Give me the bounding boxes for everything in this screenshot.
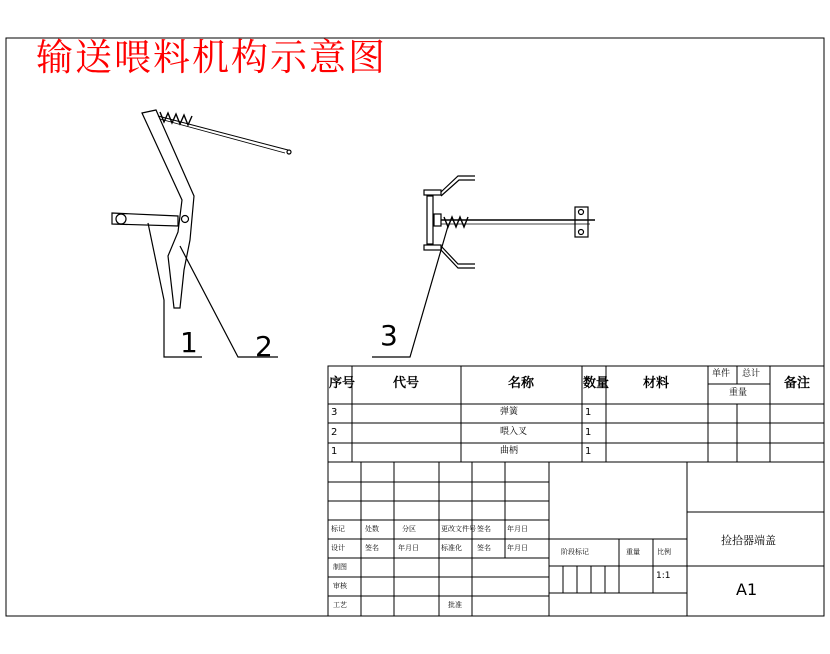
- sign-label-sign: 签名: [365, 544, 379, 552]
- bom-header-qty: 数量: [583, 376, 610, 391]
- bom-row-qty: 1: [585, 446, 592, 457]
- callout-2-label: 2: [255, 330, 273, 363]
- bom-row-qty: 1: [585, 427, 592, 438]
- sign-label-date-2: 年月日: [507, 544, 528, 552]
- bom-header-unit-single: 单件: [712, 369, 731, 379]
- stage-mark-label: 阶段标记: [561, 548, 589, 556]
- drawing-name: 捡拾器端盖: [721, 534, 776, 547]
- bom-header-code: 代号: [393, 376, 420, 391]
- title-block-lines: [328, 366, 824, 616]
- diagram-title: 输送喂料机构示意图: [36, 36, 387, 79]
- role-label-drafting: 制图: [333, 563, 347, 571]
- weight-label: 重量: [626, 548, 640, 556]
- bom-row-seq: 2: [331, 427, 338, 438]
- bom-row-name: 曲柄: [500, 446, 519, 456]
- rev-label-mark: 标记: [331, 525, 345, 533]
- rev-label-date: 年月日: [507, 525, 528, 533]
- rev-label-count: 处数: [365, 525, 379, 533]
- callout-3-label: 3: [380, 319, 398, 352]
- bom-header-material: 材料: [643, 376, 670, 391]
- bom-header-remarks: 备注: [784, 376, 811, 391]
- bom-header-name: 名称: [508, 376, 535, 391]
- callout-1-label: 1: [180, 326, 198, 359]
- crank-feeder-side-view: [112, 110, 291, 357]
- bom-row-qty: 1: [585, 407, 592, 418]
- bom-row-name: 弹簧: [500, 407, 519, 417]
- sign-label-standardization: 标准化: [441, 544, 462, 552]
- role-label-process: 工艺: [333, 601, 347, 609]
- rev-label-change-doc: 更改文件号: [441, 525, 476, 533]
- bom-header-unit-total: 总计: [742, 369, 761, 379]
- rev-label-sign: 签名: [477, 525, 491, 533]
- role-label-approve: 批准: [448, 601, 462, 609]
- rev-label-zone: 分区: [402, 525, 416, 533]
- bom-header-seq: 序号: [329, 376, 356, 391]
- role-label-review: 审核: [333, 582, 347, 590]
- bom-row-seq: 1: [331, 446, 338, 457]
- bom-row-name: 喂入叉: [500, 427, 528, 437]
- sign-label-design: 设计: [331, 544, 345, 552]
- scale-label: 比例: [657, 548, 671, 556]
- sheet-size: A1: [736, 580, 758, 599]
- sign-label-date: 年月日: [398, 544, 419, 552]
- sign-label-sign-2: 签名: [477, 544, 491, 552]
- crank-feeder-top-view: [372, 176, 595, 357]
- scale-value: 1:1: [656, 571, 671, 581]
- bom-row-seq: 3: [331, 407, 338, 418]
- bom-header-weight: 重量: [729, 388, 748, 398]
